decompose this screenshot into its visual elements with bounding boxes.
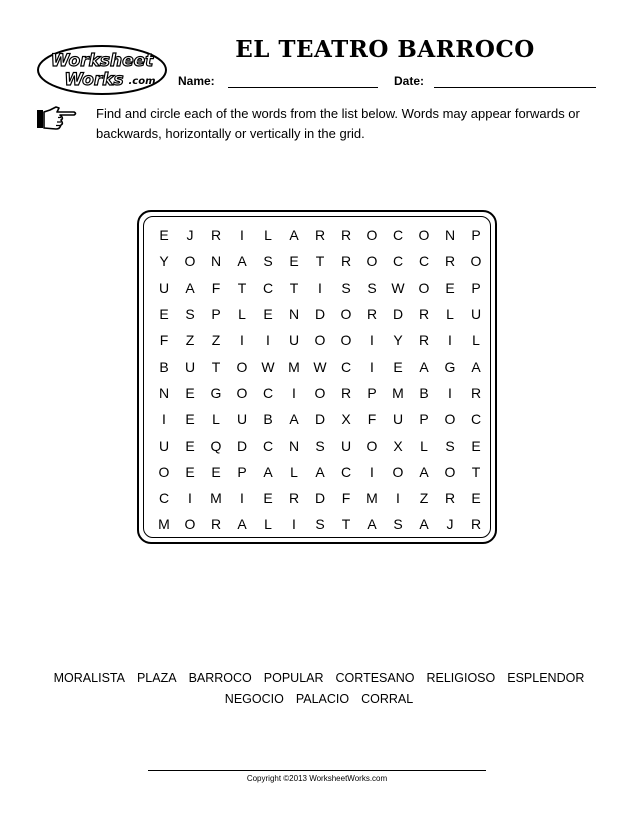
grid-cell[interactable]: A — [263, 463, 273, 480]
grid-cell[interactable]: O — [340, 306, 352, 323]
grid-cell[interactable]: P — [471, 227, 481, 244]
grid-cell[interactable]: C — [470, 411, 482, 428]
grid-cell[interactable]: E — [471, 437, 481, 454]
name-field-line[interactable] — [228, 87, 378, 88]
grid-cell[interactable]: T — [237, 279, 247, 296]
grid-cell[interactable]: A — [419, 516, 429, 533]
grid-cell[interactable]: S — [315, 516, 325, 533]
word-list-item: ESPLENDOR — [507, 671, 585, 685]
grid-cell[interactable]: T — [289, 279, 299, 296]
word-list-item: NEGOCIO — [224, 692, 284, 706]
grid-cell[interactable]: J — [446, 516, 454, 533]
grid-cell[interactable]: B — [159, 358, 169, 375]
grid-cell[interactable]: R — [340, 384, 352, 401]
grid-cell[interactable]: U — [158, 437, 170, 454]
grid-cell[interactable]: R — [210, 227, 222, 244]
grid-cell[interactable]: R — [470, 516, 482, 533]
grid-cell[interactable]: E — [289, 253, 299, 270]
grid-cell[interactable]: S — [185, 306, 195, 323]
grid-cell[interactable]: R — [314, 227, 326, 244]
grid-cell[interactable]: L — [446, 306, 454, 323]
grid-cell[interactable]: G — [444, 358, 456, 375]
grid-cell[interactable]: E — [159, 306, 169, 323]
word-list-item: BARROCO — [188, 671, 252, 685]
word-search-grid-frame — [137, 210, 497, 544]
grid-cell[interactable]: N — [288, 306, 300, 323]
grid-cell[interactable]: I — [292, 384, 296, 401]
grid-cell[interactable]: N — [288, 437, 300, 454]
grid-cell[interactable]: R — [288, 490, 300, 507]
grid-cell[interactable]: E — [185, 437, 195, 454]
grid-cell[interactable]: B — [263, 411, 273, 428]
grid-cell[interactable]: O — [340, 332, 352, 349]
grid-cell[interactable]: E — [185, 411, 195, 428]
word-list — [40, 668, 598, 710]
grid-cell[interactable]: I — [396, 490, 400, 507]
word-list-line-1 — [40, 668, 598, 689]
grid-cell[interactable]: Z — [419, 490, 429, 507]
grid-cell[interactable]: M — [158, 516, 170, 533]
grid-cell[interactable]: D — [314, 306, 326, 323]
word-list-item: PLAZA — [136, 671, 177, 685]
grid-cell[interactable]: Y — [393, 332, 403, 349]
grid-cell[interactable]: F — [159, 332, 169, 349]
word-search-grid — [151, 222, 489, 538]
grid-cell[interactable]: A — [289, 227, 299, 244]
grid-cell[interactable]: E — [185, 463, 195, 480]
grid-cell[interactable]: D — [314, 490, 326, 507]
grid-cell[interactable]: E — [211, 463, 221, 480]
grid-cell[interactable]: O — [236, 358, 248, 375]
grid-cell[interactable]: E — [471, 490, 481, 507]
grid-cell[interactable]: T — [471, 463, 481, 480]
worksheetworks-logo — [36, 44, 168, 96]
grid-cell[interactable]: E — [393, 358, 403, 375]
grid-cell[interactable]: L — [472, 332, 480, 349]
grid-cell[interactable]: R — [470, 384, 482, 401]
grid-cell[interactable]: O — [366, 437, 378, 454]
grid-cell[interactable]: A — [367, 516, 377, 533]
grid-cell[interactable]: R — [366, 306, 378, 323]
grid-cell[interactable]: Q — [210, 437, 222, 454]
grid-cell[interactable]: C — [340, 463, 352, 480]
grid-cell[interactable]: O — [314, 332, 326, 349]
grid-cell[interactable]: N — [210, 253, 222, 270]
grid-cell[interactable]: O — [418, 227, 430, 244]
grid-cell[interactable]: O — [470, 253, 482, 270]
grid-cell[interactable]: P — [237, 463, 247, 480]
name-label: Name: — [178, 74, 215, 88]
grid-cell[interactable]: W — [313, 358, 327, 375]
date-field-line[interactable] — [434, 87, 596, 88]
grid-cell[interactable]: L — [420, 437, 428, 454]
grid-cell[interactable]: F — [367, 411, 377, 428]
grid-cell[interactable]: C — [418, 253, 430, 270]
grid-cell[interactable]: R — [444, 253, 456, 270]
grid-cell[interactable]: R — [340, 227, 352, 244]
grid-cell[interactable]: P — [471, 279, 481, 296]
grid-cell[interactable]: M — [392, 384, 404, 401]
grid-cell[interactable]: N — [158, 384, 170, 401]
grid-cell[interactable]: U — [184, 358, 196, 375]
word-list-item: RELIGIOSO — [426, 671, 496, 685]
instructions-text: Find and circle each of the words from the list below. Words may appear forwards or backwards, horizontally or vertically in the grid. — [96, 106, 580, 141]
grid-cell[interactable]: I — [240, 332, 244, 349]
grid-cell[interactable]: M — [288, 358, 300, 375]
word-list-item: POPULAR — [263, 671, 324, 685]
grid-cell[interactable]: S — [445, 437, 455, 454]
grid-cell[interactable]: A — [315, 463, 325, 480]
grid-cell[interactable]: M — [210, 490, 222, 507]
grid-cell[interactable]: I — [370, 358, 374, 375]
grid-cell[interactable]: R — [418, 306, 430, 323]
grid-cell[interactable]: C — [392, 253, 404, 270]
grid-cell[interactable]: E — [445, 279, 455, 296]
grid-cell[interactable]: P — [419, 411, 429, 428]
grid-cell[interactable]: F — [341, 490, 351, 507]
logo-suffix: .com — [128, 76, 156, 87]
grid-cell[interactable]: I — [240, 490, 244, 507]
word-list-item: MORALISTA — [53, 671, 125, 685]
grid-cell[interactable]: U — [158, 279, 170, 296]
grid-cell[interactable]: A — [185, 279, 195, 296]
footer-divider — [148, 770, 486, 771]
grid-cell[interactable]: R — [210, 516, 222, 533]
grid-cell[interactable]: A — [237, 253, 247, 270]
word-list-item: PALACIO — [295, 692, 350, 706]
grid-cell[interactable]: C — [158, 490, 170, 507]
grid-cell[interactable]: O — [314, 384, 326, 401]
grid-cell[interactable]: R — [444, 490, 456, 507]
grid-cell[interactable]: I — [266, 332, 270, 349]
grid-cell[interactable]: J — [186, 227, 194, 244]
grid-cell[interactable]: U — [392, 411, 404, 428]
grid-cell[interactable]: O — [184, 516, 196, 533]
grid-cell[interactable]: O — [236, 384, 248, 401]
grid-cell[interactable]: I — [370, 332, 374, 349]
grid-cell[interactable]: X — [341, 411, 351, 428]
grid-cell[interactable]: O — [184, 253, 196, 270]
grid-cell[interactable]: C — [262, 437, 274, 454]
word-list-item: CORTESANO — [335, 671, 415, 685]
grid-cell[interactable]: E — [263, 306, 273, 323]
grid-cell[interactable]: I — [292, 516, 296, 533]
grid-cell[interactable]: A — [419, 463, 429, 480]
grid-cell[interactable]: S — [393, 516, 403, 533]
grid-cell[interactable]: L — [264, 516, 272, 533]
grid-cell[interactable]: E — [185, 384, 195, 401]
grid-cell[interactable]: O — [366, 253, 378, 270]
grid-cell[interactable]: L — [290, 463, 298, 480]
grid-cell[interactable]: R — [340, 253, 352, 270]
grid-cell[interactable]: O — [366, 227, 378, 244]
grid-cell[interactable]: I — [162, 411, 166, 428]
copyright-text: Copyright ©2013 WorksheetWorks.com — [246, 774, 388, 783]
grid-cell[interactable]: O — [444, 411, 456, 428]
grid-cell[interactable]: T — [341, 516, 351, 533]
grid-cell[interactable]: O — [392, 463, 404, 480]
grid-cell[interactable]: E — [263, 490, 273, 507]
grid-cell[interactable]: C — [262, 279, 274, 296]
grid-cell[interactable]: C — [262, 384, 274, 401]
grid-cell[interactable]: U — [340, 437, 352, 454]
word-list-line-2 — [40, 689, 598, 710]
pointing-hand-icon — [36, 104, 78, 132]
grid-cell[interactable]: A — [289, 411, 299, 428]
grid-cell[interactable]: Z — [185, 332, 195, 349]
grid-cell[interactable]: D — [392, 306, 404, 323]
grid-cell[interactable]: L — [264, 227, 272, 244]
grid-cell[interactable]: A — [419, 358, 429, 375]
grid-cell[interactable]: C — [340, 358, 352, 375]
grid-cell[interactable]: A — [237, 516, 247, 533]
grid-cell[interactable]: S — [263, 253, 273, 270]
grid-cell[interactable]: M — [366, 490, 378, 507]
grid-cell[interactable]: O — [444, 463, 456, 480]
grid-cell[interactable]: W — [391, 279, 405, 296]
grid-cell[interactable]: S — [341, 279, 351, 296]
grid-cell[interactable]: U — [470, 306, 482, 323]
grid-cell[interactable]: E — [159, 227, 169, 244]
grid-cell[interactable]: F — [211, 279, 221, 296]
grid-cell[interactable]: U — [288, 332, 300, 349]
grid-cell[interactable]: L — [238, 306, 246, 323]
grid-cell[interactable]: P — [211, 306, 221, 323]
grid-cell[interactable]: I — [188, 490, 192, 507]
logo-text-line2: Works — [64, 70, 124, 90]
grid-cell[interactable]: S — [315, 437, 325, 454]
grid-cell[interactable]: I — [240, 227, 244, 244]
grid-cell[interactable]: D — [236, 437, 248, 454]
grid-cell[interactable]: I — [448, 332, 452, 349]
grid-cell[interactable]: O — [158, 463, 170, 480]
grid-cell[interactable]: T — [315, 253, 325, 270]
grid-cell[interactable]: A — [471, 358, 481, 375]
grid-cell[interactable]: R — [418, 332, 430, 349]
date-label: Date: — [394, 74, 425, 88]
grid-cell[interactable]: P — [367, 384, 377, 401]
grid-cell[interactable]: T — [211, 358, 221, 375]
grid-cell[interactable]: G — [210, 384, 222, 401]
grid-cell[interactable]: C — [392, 227, 404, 244]
grid-cell[interactable]: Y — [159, 253, 169, 270]
grid-cell[interactable]: X — [393, 437, 403, 454]
grid-cell[interactable]: I — [318, 279, 322, 296]
grid-cell[interactable]: I — [448, 384, 452, 401]
grid-cell[interactable]: W — [261, 358, 275, 375]
grid-cell[interactable]: N — [444, 227, 456, 244]
word-list-item: CORRAL — [361, 692, 414, 706]
grid-cell[interactable]: L — [212, 411, 220, 428]
logo-text-line1: Worksheet — [50, 51, 154, 71]
grid-cell[interactable]: Z — [211, 332, 221, 349]
grid-cell[interactable]: U — [236, 411, 248, 428]
grid-cell[interactable]: S — [367, 279, 377, 296]
grid-cell[interactable]: O — [418, 279, 430, 296]
grid-cell[interactable]: I — [370, 463, 374, 480]
grid-cell[interactable]: B — [419, 384, 429, 401]
worksheet-title: EL TEATRO BARROCO — [235, 36, 535, 63]
grid-cell[interactable]: D — [314, 411, 326, 428]
